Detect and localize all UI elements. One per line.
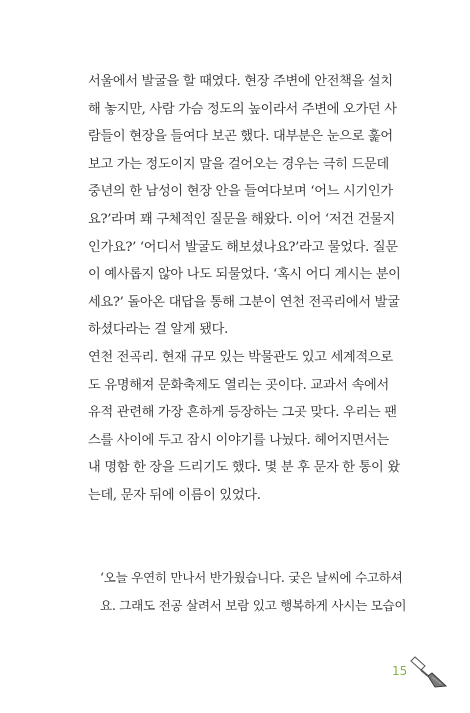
text-line: 해 놓지만, 사람 가슴 정도의 높이라서 주변에 오가던 사 — [88, 101, 397, 117]
page-number: 15 — [392, 664, 408, 678]
text-line: 람들이 현장을 들여다 보곤 했다. 대부분은 눈으로 훑어 — [88, 129, 393, 145]
body-text — [88, 68, 401, 510]
text-line: 중년의 한 남성이 현장 안을 들여다보며 ‘어느 시기인가 — [88, 184, 393, 200]
quote-line: ‘오늘 우연히 만나서 반가웠습니다. 궂은 날씨에 수고하셔 — [100, 570, 403, 585]
text-line: 이 예사롭지 않아 나도 되물었다. ‘혹시 어디 계시는 분이 — [88, 267, 401, 283]
text-line: 스를 사이에 두고 잠시 이야기를 나눴다. 헤어지면서는 — [88, 432, 389, 448]
text-line: 인가요?’ ‘어디서 발굴도 해보셨나요?’라고 물었다. 질문 — [88, 239, 398, 255]
text-line: 내 명함 한 장을 드리기도 했다. 몇 분 후 문자 한 통이 왔 — [88, 460, 400, 476]
text-line: 도 유명해져 문화축제도 열리는 곳이다. 교과서 속에서 — [88, 377, 389, 393]
text-line: 유적 관련해 가장 흔하게 등장하는 그곳 맞다. 우리는 팬 — [88, 405, 397, 421]
quoted-message — [100, 564, 407, 619]
text-line: 보고 가는 정도이지 말을 걸어오는 경우는 극히 드문데 — [88, 156, 389, 172]
quote-line: 요. 그래도 전공 살려서 보람 있고 행복하게 사시는 모습이 — [100, 597, 407, 613]
text-line: 하셨다라는 걸 알게 됐다. — [88, 322, 228, 338]
text-line: 세요?’ 돌아온 대답을 통해 그분이 연천 전곡리에서 발굴 — [88, 294, 400, 310]
text-line: 는데, 문자 뒤에 이름이 있었다. — [88, 487, 261, 503]
text-line: 요?’라며 꽤 구체적인 질문을 해왔다. 이어 ‘저건 건물지 — [88, 211, 395, 227]
text-line: 서울에서 발굴을 할 때였다. 현장 주변에 안전책을 설치 — [88, 74, 393, 89]
trowel-icon — [408, 653, 448, 689]
text-line: 연천 전곡리. 현재 규모 있는 박물관도 있고 세계적으로 — [88, 349, 393, 365]
